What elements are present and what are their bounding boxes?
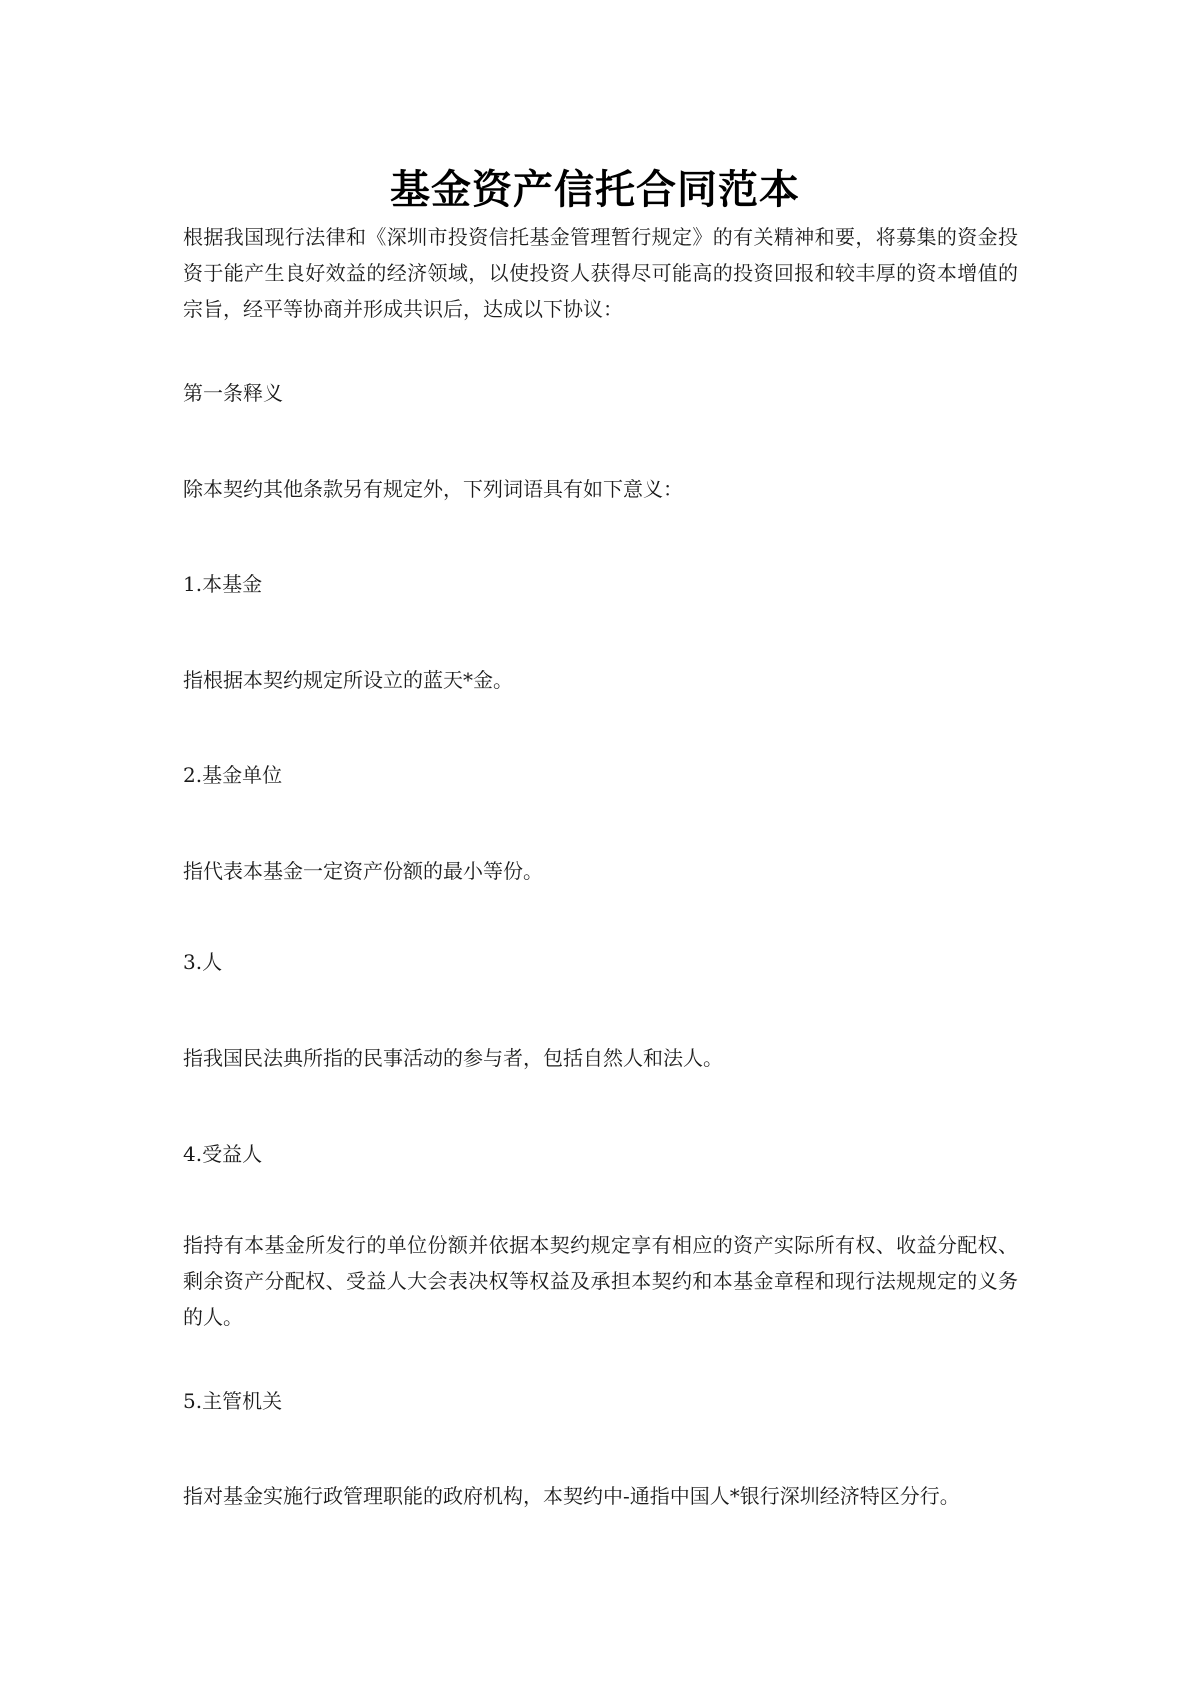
term-heading: 3.人 [183,950,223,974]
term-definition: 指对基金实施行政管理职能的政府机构，本契约中-通指中国人*银行深圳经济特区分行。 [183,1484,960,1508]
term-definition: 指我国民法典所指的民事活动的参与者，包括自然人和法人。 [183,1046,723,1070]
paragraph: 除本契约其他条款另有规定外，下列词语具有如下意义： [183,477,683,501]
term-heading: 5.主管机关 [183,1389,283,1413]
term-heading: 4.受益人 [183,1142,263,1166]
article-heading: 第一条释义 [183,381,283,405]
term-heading: 2.基金单位 [183,763,283,787]
term-heading: 1.本基金 [183,572,263,596]
term-definition: 指持有本基金所发行的单位份额并依据本契约规定享有相应的资产实际所有权、收益分配权、剩余资产分配权、受益人大会表决权等权益及承担本契约和本基金章程和现行法规规定的义务的人。 [183,1233,1018,1329]
intro-paragraph: 根据我国现行法律和《深圳市投资信托基金管理暂行规定》的有关精神和要，将募集的资金投资于能产生良好效益的经济领域，以使投资人获得尽可能高的投资回报和较丰厚的资本增值的宗旨，经平等协商并形成共识后，达成以下协议： [183,225,1018,321]
document-title: 基金资产信托合同范本 [390,166,800,213]
term-definition: 指根据本契约规定所设立的蓝天*金。 [183,668,513,692]
term-definition: 指代表本基金一定资产份额的最小等份。 [183,859,543,883]
